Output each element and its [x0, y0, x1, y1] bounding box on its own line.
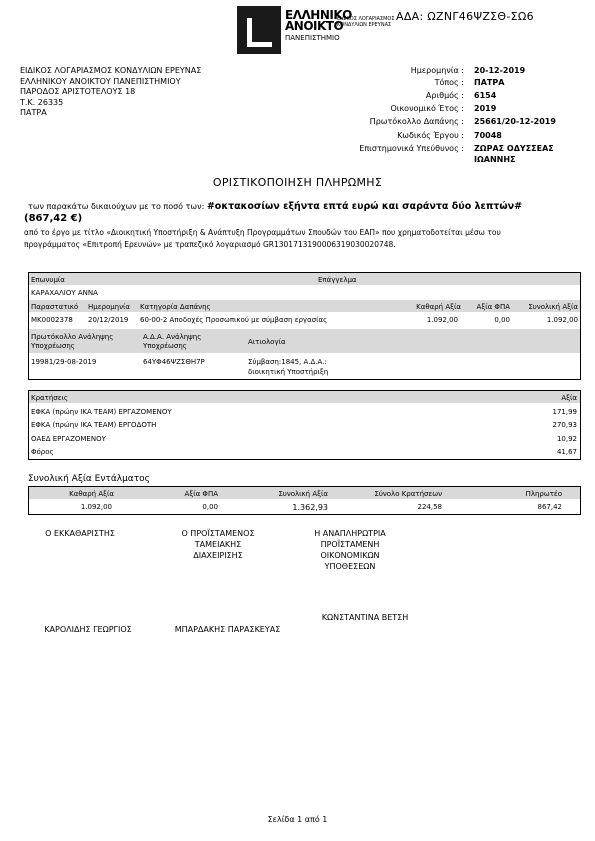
- address-line: ΠΑΤΡΑ: [20, 108, 47, 117]
- expense-category: 60-00-2 Αποδοχές Προσωπικού με σύμβαση εργασίας: [140, 316, 328, 324]
- expense-document: ΜΚ0002378: [31, 316, 73, 324]
- meta-scientific-lead: Επιστημονικά Υπεύθυνος : ΖΩΡΑΣ ΟΔΥΣΣΕΑΣ: [359, 144, 554, 153]
- total-deductions: 224,58: [417, 503, 442, 511]
- beneficiary-header-bg: [29, 273, 580, 285]
- col-deduction-name: Κρατήσεις: [31, 394, 68, 402]
- logo-small-text: ΕΙΔΙΚΟΣ ΛΟΓΑΡΙΑΣΜΟΣ ΚΟΝΔΥΛΙΩΝ ΕΡΕΥΝΑΣ: [337, 16, 395, 28]
- address-line: ΕΙΔΙΚΟΣ ΛΟΓΑΡΙΑΣΜΟΣ ΚΟΝΔΥΛΙΩΝ ΕΡΕΥΝΑΣ: [20, 66, 202, 75]
- justification-line-2: διοικητική Υποστήριξη: [248, 368, 329, 376]
- logo-line-2: ΑΝΟΙΚΤΟ: [285, 19, 344, 33]
- col-profession: Επάγγελμα: [318, 276, 357, 284]
- meta-project-code: Κωδικός Έργου : 70048: [397, 131, 502, 140]
- meta-scientific-lead-cont: ΙΩΑΝΝΗΣ: [474, 155, 516, 164]
- col-document: Παραστατικό: [31, 303, 79, 311]
- signatory-name-clearer: ΚΑΡΟΛΙΔΗΣ ΓΕΩΡΓΙΟΣ: [44, 625, 132, 634]
- col-payable: Πληρωτέο: [525, 490, 562, 498]
- signatory-role-finance: Η ΑΝΑΠΛΗΡΩΤΡΙΑ ΠΡΟΪΣΤΑΜΕΝΗ ΟΙΚΟΝΟΜΙΚΩΝ ΥΠΟΘΕΣΕΩΝ: [314, 529, 386, 571]
- col-total: Συνολική Αξία: [528, 303, 578, 311]
- amount-figure: (867,42 €): [24, 213, 83, 224]
- document-title: ΟΡΙΣΤΙΚΟΠΟΙΗΣΗ ΠΛΗΡΩΜΗΣ: [212, 176, 383, 189]
- deductions-header-bg: [29, 391, 580, 403]
- total-vat: 0,00: [202, 503, 218, 511]
- signatory-role-clearer: Ο ΕΚΚΑΘΑΡΙΣΤΗΣ: [45, 529, 115, 538]
- expense-date: 20/12/2019: [88, 316, 129, 324]
- signatory-name-treasury: ΜΠΑΡΔΑΚΗΣ ΠΑΡΑΣΚΕΥΑΣ: [174, 625, 281, 634]
- logo-mark-icon: [237, 6, 281, 54]
- meta-number: Αριθμός : 6154: [425, 91, 497, 100]
- issuer-address: [20, 66, 201, 119]
- justification-line-1: Σύμβαση:1845, Α.Δ.Α.:: [248, 358, 327, 366]
- project-line: από το έργο με τίτλο «Διοικητική Υποστήριξη & Ανάπτυξη Προγραμμάτων Σπουδών του ΕΑΠ» που χρηματοδοτείται μέσω του: [24, 228, 501, 237]
- beneficiary-name: ΚΑΡΑΧΑΛΙΟΥ ΑΝΝΑ: [31, 289, 98, 297]
- deduction-value: 10,92: [556, 435, 577, 443]
- deduction-value: 41,67: [556, 448, 577, 456]
- expense-vat: 0,00: [494, 316, 510, 324]
- university-logo: [237, 6, 395, 56]
- col-commitment-protocol: Πρωτόκολλο Ανάληψης Υποχρέωσης: [31, 333, 114, 350]
- program-line: προγράμματος «Επιτροπή Ερευνών» με τραπεζικό λογαριασμό GR1301713190006319030020748.: [24, 240, 396, 249]
- col-justification: Αιτιολογία: [248, 338, 286, 346]
- deduction-name: ΟΑΕΔ ΕΡΓΑΖΟΜΕΝΟΥ: [31, 435, 106, 443]
- intro-line: [28, 201, 522, 212]
- meta-place: Τόπος : ΠΑΤΡΑ: [434, 78, 505, 87]
- col-total-vat: Αξία ΦΠΑ: [184, 490, 218, 498]
- signatory-role-treasury: Ο ΠΡΟΪΣΤΑΜΕΝΟΣ ΤΑΜΕΙΑΚΗΣ ΔΙΑΧΕΙΡΙΣΗΣ: [181, 529, 255, 560]
- deduction-name: ΕΦΚΑ (πρώην ΙΚΑ ΤΕΑΜ) ΕΡΓΑΖΟΜΕΝΟΥ: [31, 408, 172, 416]
- deduction-name: Φόρος: [31, 448, 54, 456]
- total-payable: 867,42: [537, 503, 562, 511]
- expense-total: 1.092,00: [546, 316, 578, 324]
- logo-line-3: ΠΑΝΕΠΙΣΤΗΜΙΟ: [285, 34, 340, 42]
- expense-net: 1.092,00: [426, 316, 458, 324]
- ada-code: ΑΔΑ: ΩΖΝΓ46ΨΖΣΘ-ΣΩ6: [396, 10, 534, 23]
- deduction-value: 171,99: [552, 408, 577, 416]
- col-total-gross: Συνολική Αξία: [278, 490, 328, 498]
- intro-text: των παρακάτω δικαιούχων με το ποσό των:: [28, 202, 205, 211]
- col-expense-category: Κατηγορία Δαπάνης: [140, 303, 211, 311]
- amount-words: #οκτακοσίων εξήντα επτά ευρώ και σαράντα δύο λεπτών#: [206, 201, 523, 212]
- total-gross: 1.362,93: [292, 503, 328, 512]
- col-vat: Αξία ΦΠΑ: [476, 303, 510, 311]
- col-total-deductions: Σύνολο Κρατήσεων: [374, 490, 442, 498]
- col-surname: Επωνυμία: [31, 276, 65, 284]
- page-number: Σελίδα 1 από 1: [267, 815, 328, 824]
- commitment-protocol: 19981/29-08-2019: [31, 358, 97, 366]
- totals-title: Συνολική Αξία Εντάλματος: [28, 474, 150, 484]
- meta-protocol: Πρωτόκολλο Δαπάνης : 25661/20-12-2019: [369, 117, 556, 126]
- deduction-name: ΕΦΚΑ (πρώην ΙΚΑ ΤΕΑΜ) ΕΡΓΟΔΟΤΗ: [31, 421, 157, 429]
- deduction-value: 270,93: [552, 421, 577, 429]
- col-net-value: Καθαρή Αξία: [416, 303, 461, 311]
- col-commitment-ada: Α.Δ.Α. Ανάληψης Υποχρέωσης: [143, 333, 202, 350]
- address-line: ΕΛΛΗΝΙΚΟΥ ΑΝΟΙΚΤΟΥ ΠΑΝΕΠΙΣΤΗΜΙΟΥ: [20, 76, 181, 86]
- meta-date: Ημερομηνία : 20-12-2019: [410, 66, 526, 75]
- total-net: 1.092,00: [80, 503, 112, 511]
- address-line: Τ.Κ. 26335: [20, 97, 64, 107]
- col-date: Ημερομηνία: [88, 303, 131, 311]
- col-deduction-value: Αξία: [561, 394, 577, 402]
- signatory-name-finance: ΚΩΝΣΤΑΝΤΙΝΑ ΒΕΤΣΗ: [321, 613, 409, 622]
- meta-fiscal-year: Οικονομικό Έτος : 2019: [390, 104, 497, 113]
- address-line: ΠΑΡΟΔΟΣ ΑΡΙΣΤΟΤΕΛΟΥΣ 18: [20, 87, 136, 96]
- commitment-ada: 64ΥΦ46ΨΖΣΘΗ7Ρ: [143, 358, 205, 366]
- col-total-net: Καθαρή Αξία: [69, 490, 114, 498]
- logo-line-1: ΕΛΛΗΝΙΚΟ: [285, 8, 352, 22]
